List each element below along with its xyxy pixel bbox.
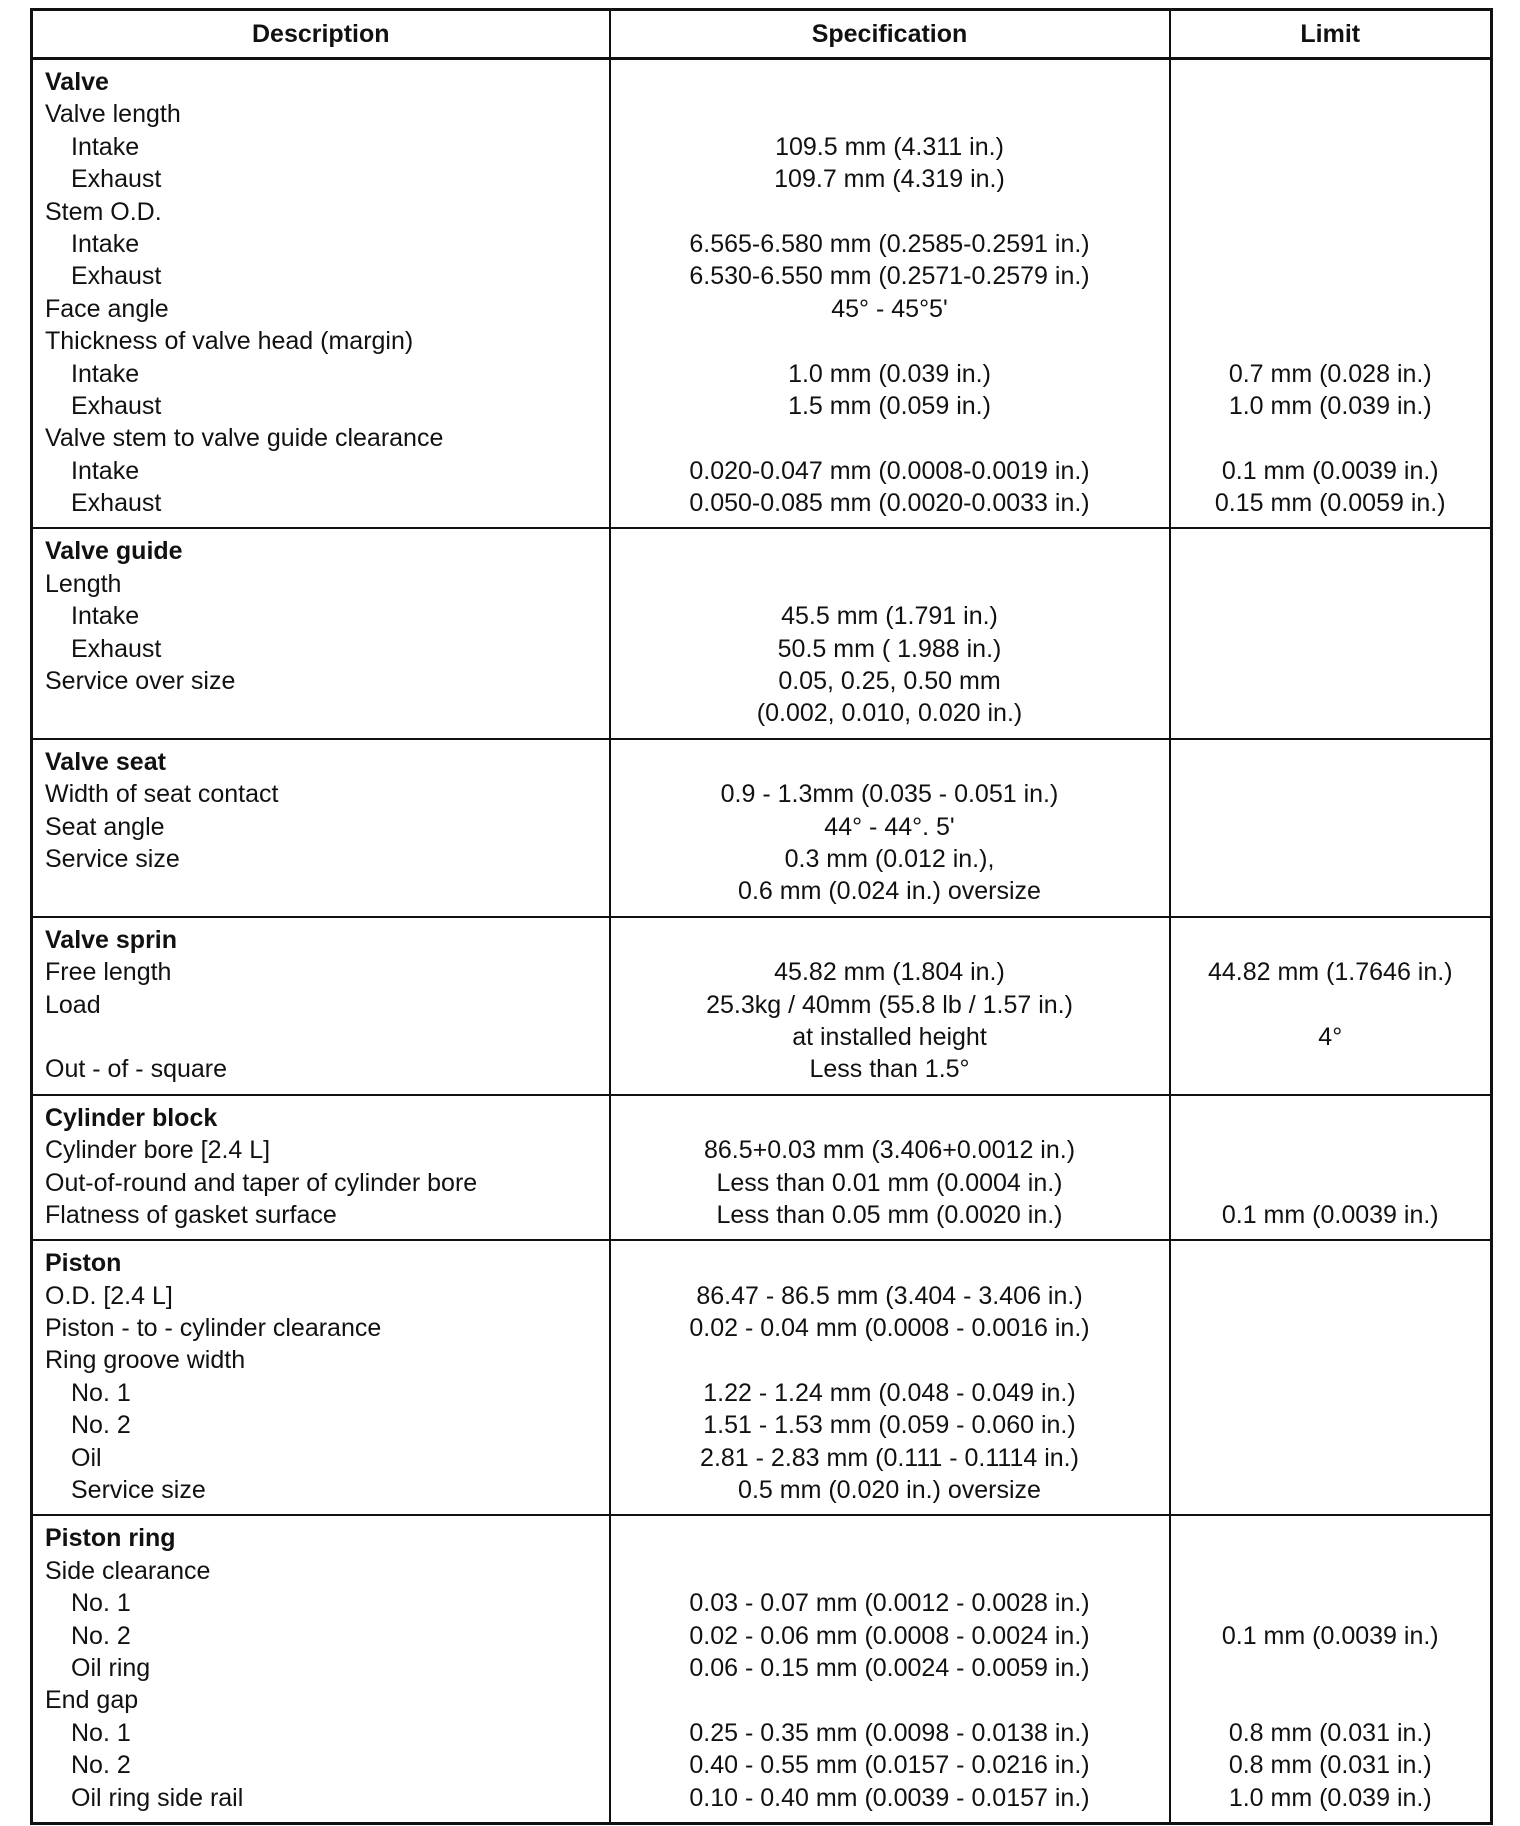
item-label: Cylinder bore [2.4 L] — [45, 1136, 271, 1165]
spec-value: 109.7 mm (4.319 in.) — [774, 165, 1005, 194]
sub-item-label: Exhaust — [71, 262, 162, 291]
item-label: Flatness of gasket surface — [45, 1200, 337, 1229]
limit-value: 1.0 mm (0.039 in.) — [1228, 1783, 1432, 1812]
item-label: Valve length — [45, 100, 181, 129]
spec-value — [611, 746, 1169, 778]
section-heading: Piston — [45, 1249, 122, 1278]
limit-value — [1171, 98, 1491, 130]
spec-value: 0.9 - 1.3mm (0.035 - 0.051 in.) — [720, 780, 1059, 809]
specification-cell — [610, 1095, 1170, 1241]
sub-item-label: Oil ring side rail — [71, 1783, 244, 1812]
limit-value — [1171, 600, 1491, 632]
item-label — [45, 875, 609, 907]
limit-value — [1171, 697, 1491, 729]
sub-item-label: Exhaust — [71, 165, 162, 194]
sub-item-label: No. 1 — [71, 1589, 131, 1618]
limit-value — [1171, 1474, 1491, 1506]
item-label: O.D. [2.4 L] — [45, 1281, 173, 1310]
spec-value: 45° - 45°5' — [831, 294, 948, 323]
limit-cell — [1170, 59, 1492, 529]
limit-value — [1171, 260, 1491, 292]
table-section — [32, 1240, 1492, 1515]
limit-value — [1171, 843, 1491, 875]
limit-value — [1171, 1102, 1491, 1134]
limit-value — [1171, 1522, 1491, 1554]
limit-cell — [1170, 739, 1492, 917]
spec-value: 0.3 mm (0.012 in.), — [784, 844, 995, 873]
spec-value: Less than 0.01 mm (0.0004 in.) — [716, 1168, 1063, 1197]
limit-value — [1171, 1167, 1491, 1199]
limit-value — [1171, 1684, 1491, 1716]
spec-value: 44° - 44°. 5' — [824, 812, 955, 841]
item-label: Face angle — [45, 294, 169, 323]
spec-value: 6.565-6.580 mm (0.2585-0.2591 in.) — [689, 229, 1090, 258]
header-limit: Limit — [1170, 10, 1492, 59]
limit-value — [1171, 293, 1491, 325]
limit-value — [1171, 325, 1491, 357]
limit-cell — [1170, 1095, 1492, 1241]
specification-cell — [610, 59, 1170, 529]
limit-value — [1171, 163, 1491, 195]
spec-value — [611, 422, 1169, 454]
spec-value — [611, 924, 1169, 956]
limit-value — [1171, 1247, 1491, 1279]
table-section — [32, 528, 1492, 738]
limit-cell — [1170, 528, 1492, 738]
spec-value — [611, 98, 1169, 130]
limit-value — [1171, 1280, 1491, 1312]
spec-value: Less than 1.5° — [809, 1055, 970, 1084]
spec-value: 0.5 mm (0.020 in.) oversize — [738, 1476, 1041, 1505]
limit-value — [1171, 1587, 1491, 1619]
sub-item-label: Service size — [71, 1476, 206, 1505]
spec-value: 25.3kg / 40mm (55.8 lb / 1.57 in.) — [706, 990, 1073, 1019]
limit-value — [1171, 746, 1491, 778]
section-heading: Cylinder block — [45, 1103, 218, 1132]
spec-value: 0.06 - 0.15 mm (0.0024 - 0.0059 in.) — [689, 1653, 1090, 1682]
header-row — [32, 10, 1492, 59]
spec-table — [30, 8, 1493, 1825]
sub-item-label: Intake — [71, 359, 140, 388]
spec-value — [611, 535, 1169, 567]
item-label: Service size — [45, 844, 180, 873]
sub-item-label: Intake — [71, 132, 140, 161]
section-heading: Valve seat — [45, 747, 166, 776]
description-cell — [32, 1095, 610, 1241]
limit-value — [1171, 811, 1491, 843]
sub-item-label: No. 2 — [71, 1411, 131, 1440]
limit-value — [1171, 1555, 1491, 1587]
description-cell — [32, 739, 610, 917]
sub-item-label: Intake — [71, 456, 140, 485]
item-label: Valve stem to valve guide clearance — [45, 424, 444, 453]
limit-value: 0.15 mm (0.0059 in.) — [1214, 489, 1446, 518]
table-section — [32, 1095, 1492, 1241]
item-label: Side clearance — [45, 1556, 211, 1585]
limit-value — [1171, 633, 1491, 665]
sub-item-label: No. 1 — [71, 1378, 131, 1407]
spec-value: 2.81 - 2.83 mm (0.111 - 0.1114 in.) — [700, 1443, 1079, 1472]
spec-value: 0.6 mm (0.024 in.) oversize — [738, 877, 1041, 906]
spec-value: 0.02 - 0.04 mm (0.0008 - 0.0016 in.) — [689, 1314, 1090, 1343]
spec-value: 0.10 - 0.40 mm (0.0039 - 0.0157 in.) — [689, 1783, 1090, 1812]
item-label — [45, 1021, 609, 1053]
limit-value — [1171, 422, 1491, 454]
limit-cell — [1170, 1240, 1492, 1515]
limit-value — [1171, 1652, 1491, 1684]
limit-value — [1171, 1409, 1491, 1441]
item-label: Load — [45, 990, 101, 1019]
specification-cell — [610, 1240, 1170, 1515]
spec-value: 45.5 mm (1.791 in.) — [781, 602, 998, 631]
item-label: End gap — [45, 1686, 139, 1715]
sub-item-label: Exhaust — [71, 489, 162, 518]
limit-value — [1171, 66, 1491, 98]
spec-value — [611, 1522, 1169, 1554]
limit-value: 1.0 mm (0.039 in.) — [1228, 391, 1432, 420]
limit-value — [1171, 535, 1491, 567]
limit-value — [1171, 989, 1491, 1021]
spec-value — [611, 66, 1169, 98]
description-cell — [32, 59, 610, 529]
sub-item-label: Exhaust — [71, 634, 162, 663]
item-label: Service over size — [45, 667, 236, 696]
limit-value — [1171, 1377, 1491, 1409]
limit-value — [1171, 875, 1491, 907]
limit-value: 44.82 mm (1.7646 in.) — [1207, 958, 1453, 987]
limit-value: 0.7 mm (0.028 in.) — [1228, 359, 1432, 388]
limit-value: 0.8 mm (0.031 in.) — [1228, 1751, 1432, 1780]
header-description: Description — [32, 10, 610, 59]
specification-cell — [610, 528, 1170, 738]
limit-value — [1171, 228, 1491, 260]
sub-item-label: No. 1 — [71, 1718, 131, 1747]
limit-cell — [1170, 917, 1492, 1095]
spec-value — [611, 1684, 1169, 1716]
spec-body — [32, 59, 1492, 1824]
limit-value — [1171, 1053, 1491, 1085]
spec-value: 86.5+0.03 mm (3.406+0.0012 in.) — [703, 1136, 1076, 1165]
spec-value: 0.40 - 0.55 mm (0.0157 - 0.0216 in.) — [689, 1751, 1090, 1780]
spec-value: 0.03 - 0.07 mm (0.0012 - 0.0028 in.) — [689, 1589, 1090, 1618]
spec-value: 1.51 - 1.53 mm (0.059 - 0.060 in.) — [703, 1411, 1076, 1440]
limit-value: 0.1 mm (0.0039 in.) — [1221, 1621, 1439, 1650]
spec-value: 109.5 mm (4.311 in.) — [775, 132, 1004, 161]
section-heading: Valve — [45, 68, 109, 96]
item-label: Width of seat contact — [45, 780, 279, 809]
spec-value — [611, 1247, 1169, 1279]
section-heading: Valve guide — [45, 537, 183, 566]
spec-value — [611, 568, 1169, 600]
spec-value: 1.22 - 1.24 mm (0.048 - 0.049 in.) — [703, 1378, 1076, 1407]
item-label: Free length — [45, 958, 172, 987]
limit-value — [1171, 1344, 1491, 1376]
description-cell — [32, 917, 610, 1095]
header-specification: Specification — [610, 10, 1170, 59]
spec-value: 86.47 - 86.5 mm (3.404 - 3.406 in.) — [696, 1281, 1083, 1310]
limit-value: 0.1 mm (0.0039 in.) — [1221, 456, 1439, 485]
limit-value: 4° — [1318, 1022, 1343, 1051]
specification-cell — [610, 917, 1170, 1095]
spec-value: 1.5 mm (0.059 in.) — [788, 391, 991, 420]
sub-item-label: Oil — [71, 1443, 102, 1472]
sub-item-label: No. 2 — [71, 1621, 131, 1650]
spec-value — [611, 1102, 1169, 1134]
item-label: Stem O.D. — [45, 197, 162, 226]
item-label: Ring groove width — [45, 1346, 246, 1375]
spec-value — [611, 196, 1169, 228]
spec-value: 45.82 mm (1.804 in.) — [774, 958, 1005, 987]
item-label — [45, 697, 609, 729]
item-label: Out-of-round and taper of cylinder bore — [45, 1168, 478, 1197]
limit-value — [1171, 665, 1491, 697]
limit-value: 0.1 mm (0.0039 in.) — [1221, 1200, 1439, 1229]
sub-item-label: Intake — [71, 602, 140, 631]
sub-item-label: No. 2 — [71, 1751, 131, 1780]
spec-value — [611, 1555, 1169, 1587]
spec-value: 6.530-6.550 mm (0.2571-0.2579 in.) — [689, 262, 1090, 291]
limit-value — [1171, 131, 1491, 163]
spec-value: 0.050-0.085 mm (0.0020-0.0033 in.) — [689, 489, 1090, 518]
sub-item-label: Oil ring — [71, 1653, 151, 1682]
limit-value — [1171, 1312, 1491, 1344]
item-label: Thickness of valve head (margin) — [45, 327, 414, 356]
item-label: Piston - to - cylinder clearance — [45, 1314, 382, 1343]
limit-value — [1171, 924, 1491, 956]
item-label: Length — [45, 569, 122, 598]
spec-value: 50.5 mm ( 1.988 in.) — [777, 634, 1002, 663]
spec-value: 0.020-0.047 mm (0.0008-0.0019 in.) — [689, 456, 1090, 485]
limit-value — [1171, 568, 1491, 600]
specification-cell — [610, 739, 1170, 917]
limit-value — [1171, 196, 1491, 228]
limit-value — [1171, 778, 1491, 810]
item-label: Out - of - square — [45, 1055, 228, 1084]
section-heading: Valve sprin — [45, 925, 178, 954]
table-section — [32, 59, 1492, 529]
limit-value: 0.8 mm (0.031 in.) — [1228, 1718, 1432, 1747]
description-cell — [32, 1240, 610, 1515]
limit-cell — [1170, 1515, 1492, 1823]
description-cell — [32, 1515, 610, 1823]
sub-item-label: Exhaust — [71, 391, 162, 420]
spec-value: (0.002, 0.010, 0.020 in.) — [756, 699, 1023, 728]
item-label: Seat angle — [45, 812, 165, 841]
spec-value — [611, 1344, 1169, 1376]
specification-cell — [610, 1515, 1170, 1823]
sub-item-label: Intake — [71, 229, 140, 258]
limit-value — [1171, 1134, 1491, 1166]
limit-value — [1171, 1442, 1491, 1474]
table-section — [32, 739, 1492, 917]
spec-value: 0.02 - 0.06 mm (0.0008 - 0.0024 in.) — [689, 1621, 1090, 1650]
spec-value: 0.05, 0.25, 0.50 mm — [778, 667, 1001, 696]
table-section — [32, 1515, 1492, 1823]
description-cell — [32, 528, 610, 738]
spec-value — [611, 325, 1169, 357]
spec-value: 1.0 mm (0.039 in.) — [788, 359, 991, 388]
section-heading: Piston ring — [45, 1524, 176, 1553]
spec-value: 0.25 - 0.35 mm (0.0098 - 0.0138 in.) — [689, 1718, 1090, 1747]
spec-value: Less than 0.05 mm (0.0020 in.) — [716, 1200, 1063, 1229]
table-section — [32, 917, 1492, 1095]
spec-value: at installed height — [792, 1022, 987, 1051]
